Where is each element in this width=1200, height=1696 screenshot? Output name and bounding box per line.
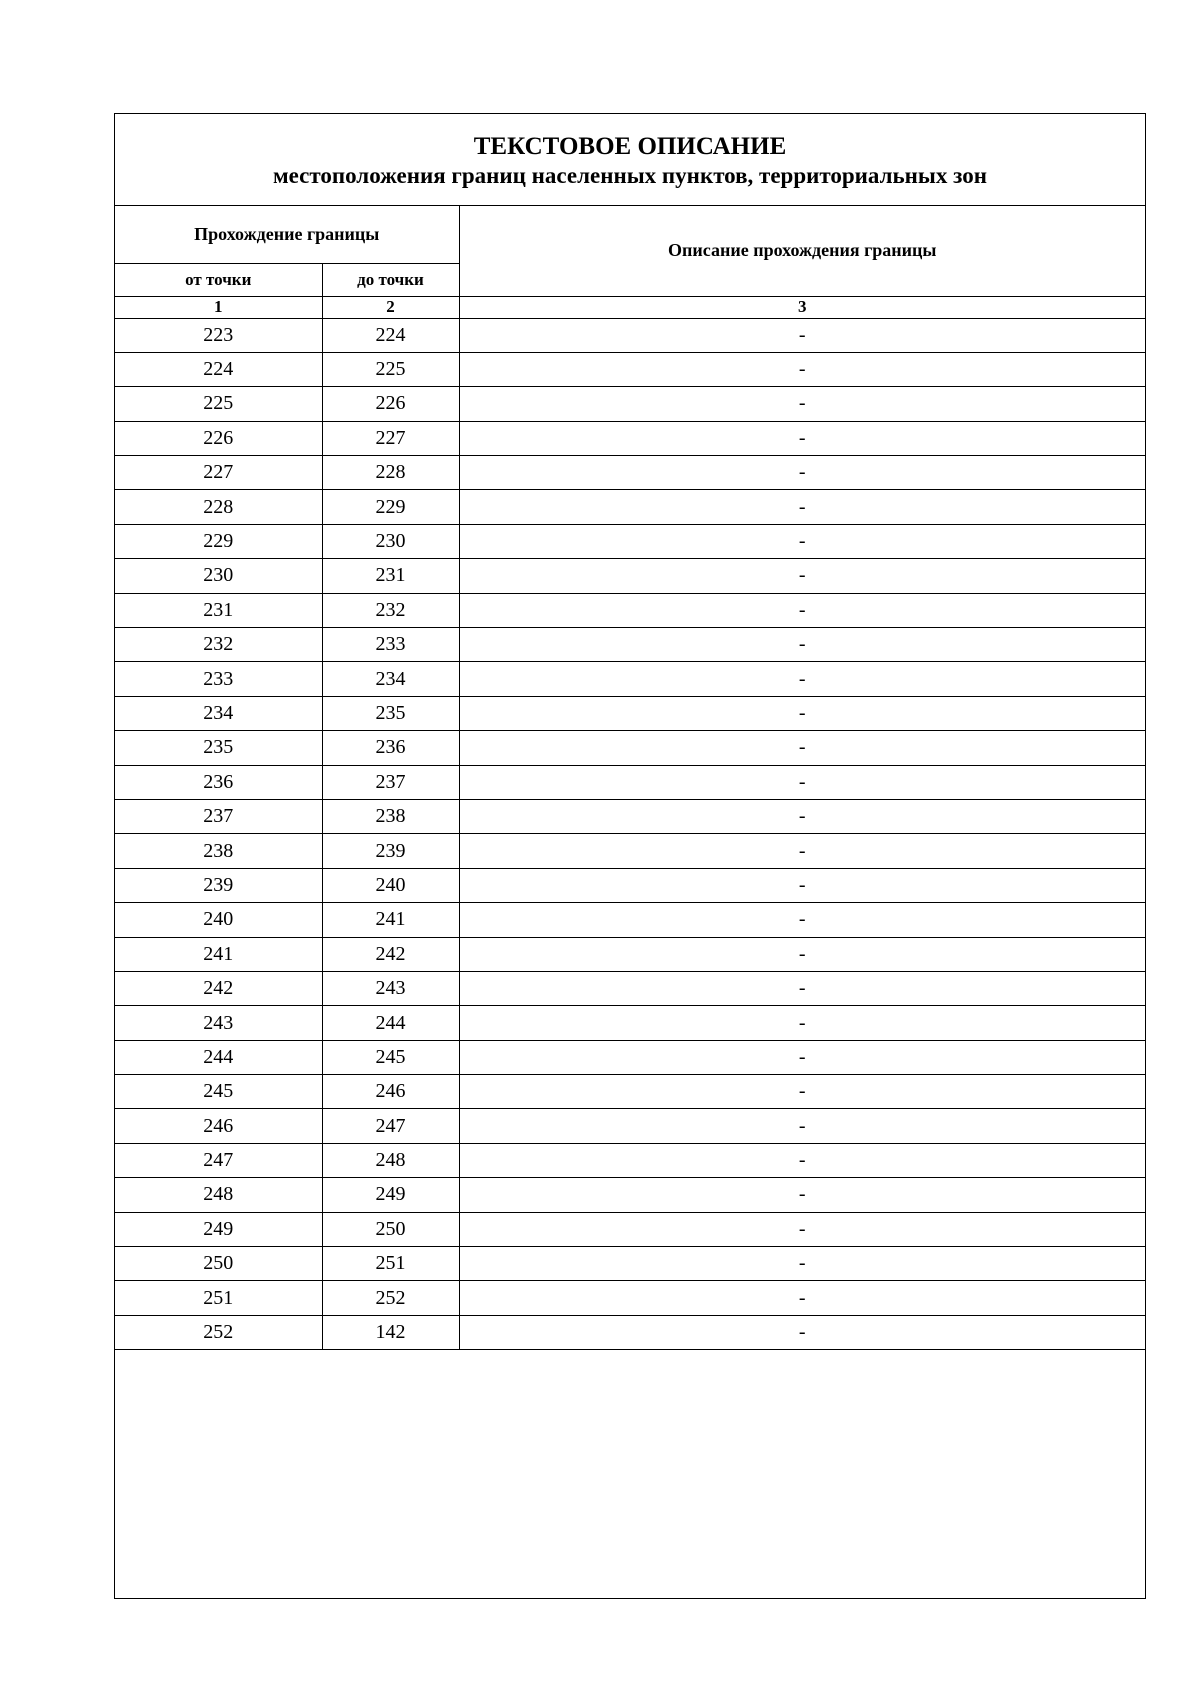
to-point-cell: 250: [322, 1212, 459, 1246]
table-row: [115, 490, 1145, 524]
description-cell: -: [459, 662, 1145, 696]
description-cell: -: [459, 1075, 1145, 1109]
title-block: [115, 114, 1145, 206]
table-row: [115, 903, 1145, 937]
table-row: [115, 1247, 1145, 1281]
header-description: Описание прохождения границы: [459, 206, 1145, 296]
header-boundary-passage: Прохождение границы: [115, 206, 459, 263]
from-point-cell: 241: [115, 937, 322, 971]
table-row: [115, 318, 1145, 352]
table-row: [115, 696, 1145, 730]
from-point-cell: 234: [115, 696, 322, 730]
boundary-table: [115, 206, 1145, 1350]
to-point-cell: 241: [322, 903, 459, 937]
from-point-cell: 247: [115, 1143, 322, 1177]
from-point-cell: 225: [115, 387, 322, 421]
header-to-point: до точки: [322, 263, 459, 296]
to-point-cell: 245: [322, 1040, 459, 1074]
from-point-cell: 224: [115, 352, 322, 386]
from-point-cell: 229: [115, 524, 322, 558]
description-cell: -: [459, 903, 1145, 937]
table-row: [115, 1075, 1145, 1109]
description-cell: -: [459, 696, 1145, 730]
description-cell: -: [459, 593, 1145, 627]
to-point-cell: 251: [322, 1247, 459, 1281]
description-cell: -: [459, 456, 1145, 490]
from-point-cell: 239: [115, 868, 322, 902]
from-point-cell: 232: [115, 628, 322, 662]
header-from-point: от точки: [115, 263, 322, 296]
table-row: [115, 1040, 1145, 1074]
description-cell: -: [459, 1315, 1145, 1349]
description-cell: -: [459, 1178, 1145, 1212]
from-point-cell: 244: [115, 1040, 322, 1074]
to-point-cell: 142: [322, 1315, 459, 1349]
description-cell: -: [459, 1212, 1145, 1246]
to-point-cell: 226: [322, 387, 459, 421]
document-frame: [114, 113, 1146, 1599]
from-point-cell: 228: [115, 490, 322, 524]
from-point-cell: 223: [115, 318, 322, 352]
table-row: [115, 593, 1145, 627]
table-row: [115, 559, 1145, 593]
from-point-cell: 246: [115, 1109, 322, 1143]
description-cell: -: [459, 868, 1145, 902]
to-point-cell: 231: [322, 559, 459, 593]
description-cell: -: [459, 421, 1145, 455]
description-cell: -: [459, 318, 1145, 352]
to-point-cell: 236: [322, 731, 459, 765]
to-point-cell: 249: [322, 1178, 459, 1212]
description-cell: -: [459, 352, 1145, 386]
from-point-cell: 227: [115, 456, 322, 490]
from-point-cell: 230: [115, 559, 322, 593]
from-point-cell: 236: [115, 765, 322, 799]
to-point-cell: 243: [322, 971, 459, 1005]
to-point-cell: 227: [322, 421, 459, 455]
description-cell: -: [459, 628, 1145, 662]
description-cell: -: [459, 834, 1145, 868]
description-cell: -: [459, 971, 1145, 1005]
from-point-cell: 252: [115, 1315, 322, 1349]
table-row: [115, 524, 1145, 558]
table-row: [115, 1212, 1145, 1246]
to-point-cell: 234: [322, 662, 459, 696]
to-point-cell: 233: [322, 628, 459, 662]
column-number-1: 1: [115, 296, 322, 318]
document-subtitle: местоположения границ населенных пунктов, территориальных зон: [273, 163, 987, 188]
to-point-cell: 242: [322, 937, 459, 971]
from-point-cell: 231: [115, 593, 322, 627]
to-point-cell: 244: [322, 1006, 459, 1040]
to-point-cell: 230: [322, 524, 459, 558]
table-row: [115, 1143, 1145, 1177]
description-cell: -: [459, 731, 1145, 765]
from-point-cell: 242: [115, 971, 322, 1005]
to-point-cell: 252: [322, 1281, 459, 1315]
table-row: [115, 1281, 1145, 1315]
description-cell: -: [459, 524, 1145, 558]
column-number-3: 3: [459, 296, 1145, 318]
from-point-cell: 243: [115, 1006, 322, 1040]
from-point-cell: 251: [115, 1281, 322, 1315]
from-point-cell: 238: [115, 834, 322, 868]
table-row: [115, 387, 1145, 421]
to-point-cell: 228: [322, 456, 459, 490]
table-row: [115, 731, 1145, 765]
from-point-cell: 245: [115, 1075, 322, 1109]
to-point-cell: 246: [322, 1075, 459, 1109]
from-point-cell: 248: [115, 1178, 322, 1212]
table-row: [115, 1006, 1145, 1040]
description-cell: -: [459, 1006, 1145, 1040]
description-cell: -: [459, 1109, 1145, 1143]
table-row: [115, 662, 1145, 696]
to-point-cell: 238: [322, 799, 459, 833]
from-point-cell: 233: [115, 662, 322, 696]
description-cell: -: [459, 799, 1145, 833]
description-cell: -: [459, 765, 1145, 799]
description-cell: -: [459, 387, 1145, 421]
table-row: [115, 1109, 1145, 1143]
from-point-cell: 226: [115, 421, 322, 455]
table-row: [115, 765, 1145, 799]
description-cell: -: [459, 1247, 1145, 1281]
from-point-cell: 250: [115, 1247, 322, 1281]
description-cell: -: [459, 1281, 1145, 1315]
table-row: [115, 352, 1145, 386]
description-cell: -: [459, 1040, 1145, 1074]
table-row: [115, 834, 1145, 868]
to-point-cell: 232: [322, 593, 459, 627]
to-point-cell: 247: [322, 1109, 459, 1143]
to-point-cell: 224: [322, 318, 459, 352]
to-point-cell: 237: [322, 765, 459, 799]
to-point-cell: 240: [322, 868, 459, 902]
from-point-cell: 237: [115, 799, 322, 833]
from-point-cell: 240: [115, 903, 322, 937]
from-point-cell: 249: [115, 1212, 322, 1246]
to-point-cell: 225: [322, 352, 459, 386]
table-row: [115, 868, 1145, 902]
table-row: [115, 1315, 1145, 1349]
description-cell: -: [459, 1143, 1145, 1177]
table-row: [115, 628, 1145, 662]
table-row: [115, 799, 1145, 833]
table-row: [115, 456, 1145, 490]
table-row: [115, 1178, 1145, 1212]
to-point-cell: 248: [322, 1143, 459, 1177]
table-row: [115, 971, 1145, 1005]
description-cell: -: [459, 559, 1145, 593]
description-cell: -: [459, 490, 1145, 524]
column-number-2: 2: [322, 296, 459, 318]
table-row: [115, 421, 1145, 455]
document-title: ТЕКСТОВОЕ ОПИСАНИЕ: [473, 133, 787, 160]
to-point-cell: 239: [322, 834, 459, 868]
to-point-cell: 229: [322, 490, 459, 524]
to-point-cell: 235: [322, 696, 459, 730]
table-row: [115, 937, 1145, 971]
from-point-cell: 235: [115, 731, 322, 765]
description-cell: -: [459, 937, 1145, 971]
table-body: [115, 318, 1145, 1350]
